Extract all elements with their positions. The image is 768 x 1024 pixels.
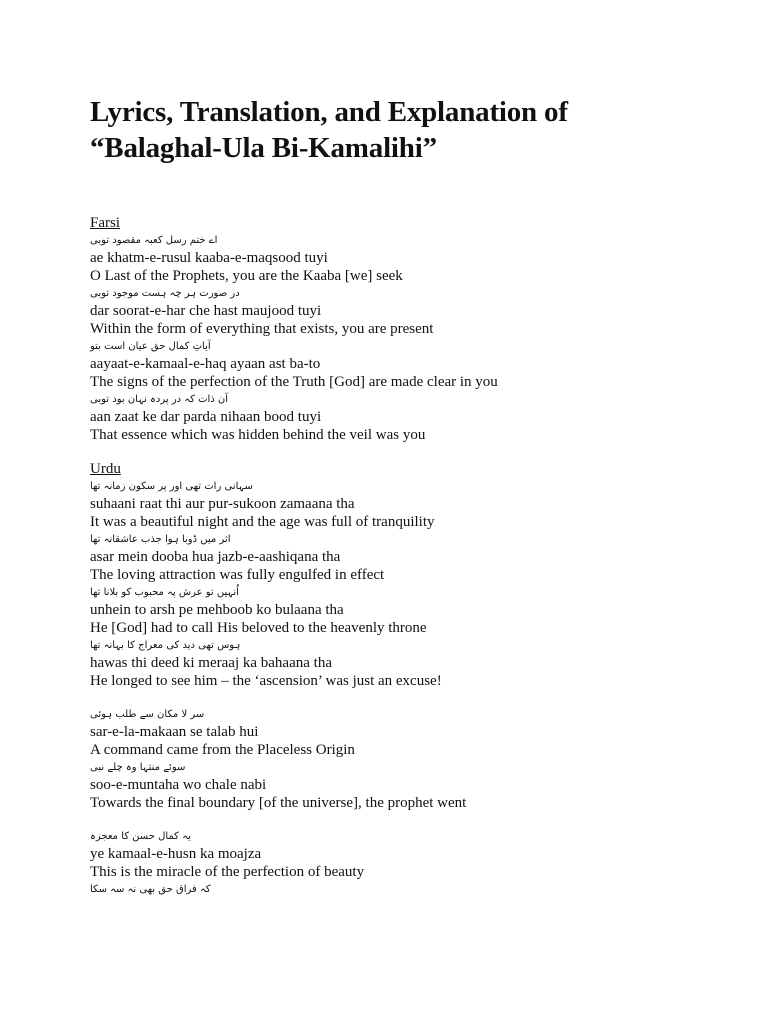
- title-line-2: “Balaghal-Ula Bi-Kamalihi”: [90, 132, 437, 164]
- stanza-three: [90, 706, 710, 812]
- roman-line: suhaani raat thi aur pur-sukoon zamaana tha: [90, 496, 355, 512]
- roman-line: unhein to arsh pe mehboob ko bulaana tha: [90, 602, 344, 618]
- section-label-farsi: Farsi: [90, 215, 120, 231]
- urdu-stanza: [90, 478, 710, 690]
- roman-line: sar-e-la-makaan se talab hui: [90, 724, 259, 740]
- roman-line: aan zaat ke dar parda nihaan bood tuyi: [90, 409, 322, 425]
- farsi-stanza: [90, 232, 710, 444]
- english-line: It was a beautiful night and the age was full of tranquility: [90, 514, 435, 530]
- english-line: O Last of the Prophets, you are the Kaaba [we] seek: [90, 268, 403, 284]
- english-line: This is the miracle of the perfection of beauty: [90, 864, 365, 880]
- roman-line: soo-e-muntaha wo chale nabi: [90, 777, 267, 793]
- english-line: That essence which was hidden behind the veil was you: [90, 427, 426, 443]
- script-line: اے ختم رسل کعبہ مقصود توبی: [90, 235, 218, 246]
- script-line: ہوس تھی دید کی معراج کا بہانہ تھا: [90, 640, 241, 651]
- script-line: در صورت ہر چہ ہست موجود توبی: [90, 288, 240, 299]
- document-page: [90, 94, 710, 898]
- roman-line: asar mein dooba hua jazb-e-aashiqana tha: [90, 549, 341, 565]
- roman-line: hawas thi deed ki meraaj ka bahaana tha: [90, 655, 332, 671]
- english-line: Towards the final boundary [of the universe], the prophet went: [90, 795, 467, 811]
- roman-line: ye kamaal-e-husn ka moajza: [90, 846, 262, 862]
- page-title: [90, 94, 710, 166]
- title-line-1: Lyrics, Translation, and Explanation of: [90, 96, 568, 128]
- english-line: The signs of the perfection of the Truth [God] are made clear in you: [90, 374, 498, 390]
- script-line: سہانی رات تھی اور پر سکون زمانہ تھا: [90, 481, 253, 492]
- section-label-urdu: Urdu: [90, 461, 121, 477]
- english-line: He longed to see him – the ‘ascension’ was just an excuse!: [90, 673, 442, 689]
- script-line: اثر میں ڈوبا ہوا جذب عاشقانہ تھا: [90, 534, 231, 545]
- english-line: A command came from the Placeless Origin: [90, 742, 355, 758]
- roman-line: aayaat-e-kamaal-e-haq ayaan ast ba-to: [90, 356, 321, 372]
- script-line: سوئے منتہا وہ چلے نبی: [90, 762, 186, 773]
- script-line: آن ذات کہ در پردہ نہان بود توبی: [90, 394, 229, 405]
- script-line: سر لا مکان سے طلب ہوئی: [90, 709, 205, 720]
- script-line: آیاتِ کمال حق عیان است بتو: [90, 341, 211, 352]
- english-line: The loving attraction was fully engulfed in effect: [90, 567, 385, 583]
- script-line: اُنہیں تو عرش پہ محبوب کو بلانا تھا: [90, 587, 239, 598]
- roman-line: dar soorat-e-har che hast maujood tuyi: [90, 303, 322, 319]
- english-line: Within the form of everything that exists, you are present: [90, 321, 434, 337]
- roman-line: ae khatm-e-rusul kaaba-e-maqsood tuyi: [90, 250, 328, 266]
- script-line: یہ کمال حسن کا معجزہ: [90, 831, 191, 842]
- stanza-four: [90, 828, 710, 898]
- english-line: He [God] had to call His beloved to the heavenly throne: [90, 620, 427, 636]
- script-line: کہ فراق حق بھی نہ سہ سکا: [90, 884, 211, 895]
